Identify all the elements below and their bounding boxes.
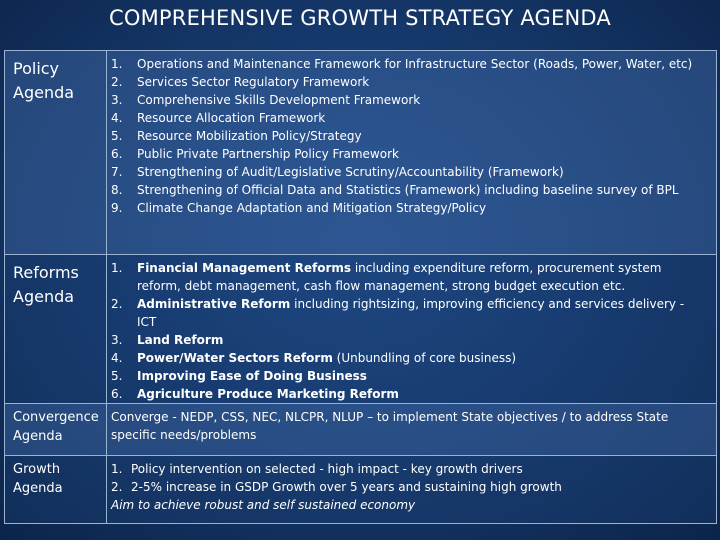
- list-item: [111, 55, 706, 73]
- row-label: Policy Agenda: [5, 51, 107, 255]
- item-text: 2-5% increase in GSDP Growth over 5 years and sustaining high growth: [131, 480, 562, 494]
- item-text: [137, 385, 706, 403]
- policy-agenda-row: [5, 51, 717, 255]
- row-label: Growth Agenda: [5, 456, 107, 524]
- growth-aim-text: Aim to achieve robust and self sustained economy: [111, 498, 416, 512]
- item-number: 2.: [111, 480, 123, 494]
- list-item: [111, 181, 706, 199]
- item-number: 5.: [111, 369, 123, 383]
- row-label: Reforms Agenda: [5, 255, 107, 404]
- list-item: [111, 109, 706, 127]
- reforms-agenda-list: [111, 259, 706, 403]
- item-bold-text: Land Reform: [137, 333, 224, 347]
- item-detail-text: (Unbundling of core business): [332, 351, 517, 365]
- list-item: [111, 295, 706, 331]
- item-bold-text: Agriculture Produce Marketing Reform: [137, 387, 399, 401]
- item-bold-text: Financial Management Reforms: [137, 261, 352, 275]
- item-number: 5.: [111, 129, 123, 143]
- growth-agenda-row: [5, 456, 717, 524]
- list-item: [111, 91, 706, 109]
- list-item: [111, 478, 706, 496]
- list-item: [111, 259, 706, 295]
- growth-agenda-list: [111, 460, 706, 496]
- policy-agenda-content: [107, 51, 717, 255]
- item-number: 1.: [111, 462, 123, 476]
- item-number: 2.: [111, 75, 123, 89]
- item-bold-text: Improving Ease of Doing Business: [137, 369, 367, 383]
- policy-agenda-list: [111, 55, 706, 217]
- item-text: Climate Change Adaptation and Mitigation Strategy/Policy: [137, 201, 487, 215]
- item-text: Services Sector Regulatory Framework: [137, 75, 370, 89]
- item-number: 4.: [111, 351, 123, 365]
- list-item: [111, 385, 706, 403]
- item-number: 6.: [111, 387, 123, 401]
- growth-agenda-content: [107, 456, 717, 524]
- item-text: Resource Mobilization Policy/Strategy: [137, 129, 362, 143]
- list-item: [111, 163, 706, 181]
- item-number: 3.: [111, 333, 123, 347]
- agenda-table: [4, 50, 717, 524]
- item-text: Strengthening of Audit/Legislative Scrutiny/Accountability (Framework): [137, 165, 564, 179]
- item-detail-text: including rightsizing, improving efficiency and services delivery - ICT: [137, 297, 685, 329]
- item-text: [137, 367, 706, 385]
- item-text: Public Private Partnership Policy Framework: [137, 147, 399, 161]
- item-number: 9.: [111, 201, 123, 215]
- convergence-agenda-row: [5, 404, 717, 456]
- item-number: 8.: [111, 183, 123, 197]
- list-item: [111, 73, 706, 91]
- item-text: [137, 331, 706, 349]
- item-bold-text: Administrative Reform: [137, 297, 291, 311]
- item-text: [137, 295, 706, 331]
- item-text: [137, 259, 706, 295]
- item-text: [137, 349, 706, 367]
- item-number: 1.: [111, 261, 123, 275]
- list-item: [111, 367, 706, 385]
- reforms-agenda-content: [107, 255, 717, 404]
- list-item: [111, 199, 706, 217]
- convergence-agenda-text: Converge - NEDP, CSS, NEC, NLCPR, NLUP – to implement State objectives / to address State specific needs/problems: [107, 404, 717, 456]
- item-number: 7.: [111, 165, 123, 179]
- item-number: 2.: [111, 297, 123, 311]
- slide-title: COMPREHENSIVE GROWTH STRATEGY AGENDA: [109, 6, 611, 30]
- list-item: [111, 145, 706, 163]
- item-number: 6.: [111, 147, 123, 161]
- list-item: [111, 460, 706, 478]
- item-text: Policy intervention on selected - high impact - key growth drivers: [131, 462, 523, 476]
- list-item: [111, 331, 706, 349]
- item-detail-text: including expenditure reform, procurement system reform, debt management, cash flow management, strong budget execution etc.: [137, 261, 662, 293]
- item-text: Comprehensive Skills Development Framework: [137, 93, 421, 107]
- item-text: Resource Allocation Framework: [137, 111, 326, 125]
- list-item: [111, 127, 706, 145]
- item-number: 3.: [111, 93, 123, 107]
- item-number: 4.: [111, 111, 123, 125]
- item-text: Strengthening of Official Data and Statistics (Framework) including baseline survey of BPL: [137, 183, 679, 197]
- reforms-agenda-row: [5, 255, 717, 404]
- row-label: Convergence Agenda: [5, 404, 107, 456]
- item-number: 1.: [111, 57, 123, 71]
- list-item: [111, 349, 706, 367]
- item-text: Operations and Maintenance Framework for Infrastructure Sector (Roads, Power, Water, etc): [137, 57, 693, 71]
- item-bold-text: Power/Water Sectors Reform: [137, 351, 333, 365]
